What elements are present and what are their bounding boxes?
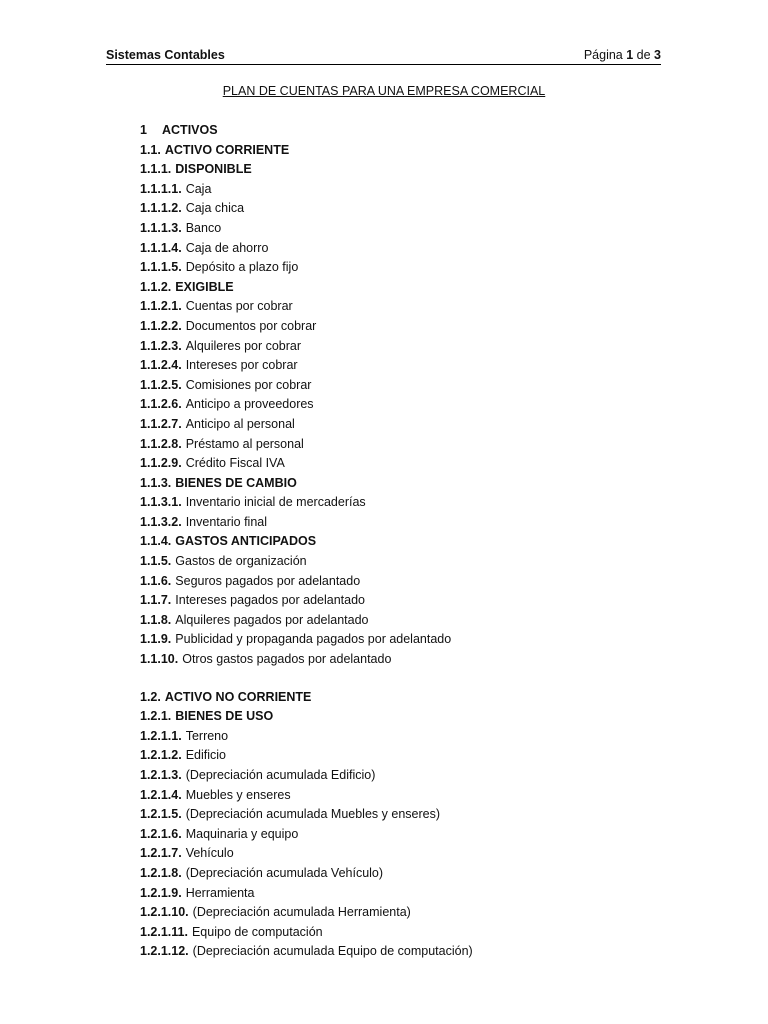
account-row xyxy=(140,611,700,631)
account-row xyxy=(140,805,700,825)
header-course-title: Sistemas Contables xyxy=(106,48,225,62)
account-code: 1.1.2.7. xyxy=(140,416,182,431)
account-name: (Depreciación acumulada Muebles y enseres) xyxy=(185,807,440,822)
account-name: Banco xyxy=(185,220,222,235)
account-row xyxy=(140,454,700,474)
page-number-mid: de xyxy=(633,48,655,62)
account-row xyxy=(140,923,700,943)
account-code: 1.2.1.9. xyxy=(140,885,182,900)
account-heading-row xyxy=(140,707,700,727)
account-code: 1.1.2.3. xyxy=(140,338,182,353)
account-name: Anticipo a proveedores xyxy=(185,397,314,412)
account-name: Crédito Fiscal IVA xyxy=(185,456,285,471)
account-row xyxy=(140,376,700,396)
account-row xyxy=(140,746,700,766)
account-code: 1.2. xyxy=(140,689,161,704)
account-heading-row xyxy=(140,474,700,494)
account-name: DISPONIBLE xyxy=(175,162,252,177)
account-code: 1.1.8. xyxy=(140,612,172,627)
account-row xyxy=(140,650,700,670)
account-name: Préstamo al personal xyxy=(185,436,304,451)
account-name: Herramienta xyxy=(185,885,255,900)
document-title-text: PLAN DE CUENTAS PARA UNA EMPRESA COMERCIAL xyxy=(222,84,546,98)
account-name: Caja de ahorro xyxy=(185,240,269,255)
account-row xyxy=(140,513,700,533)
account-code: 1.1.1. xyxy=(140,162,172,177)
account-name: GASTOS ANTICIPADOS xyxy=(175,534,317,549)
account-code: 1.1.3.2. xyxy=(140,514,182,529)
account-code: 1.1.1.5. xyxy=(140,260,182,275)
account-row xyxy=(140,199,700,219)
account-row xyxy=(140,591,700,611)
account-name: BIENES DE CAMBIO xyxy=(175,475,297,490)
account-heading-row xyxy=(140,160,700,180)
account-row xyxy=(140,219,700,239)
account-row xyxy=(140,356,700,376)
account-name: (Depreciación acumulada Equipo de computación) xyxy=(192,944,473,959)
page-number xyxy=(584,46,661,64)
account-name: Seguros pagados por adelantado xyxy=(175,573,361,588)
account-name: Publicidad y propaganda pagados por adelantado xyxy=(175,632,452,647)
account-row xyxy=(140,435,700,455)
account-name: Inventario final xyxy=(185,514,268,529)
account-name: Gastos de organización xyxy=(175,554,307,569)
account-row xyxy=(140,572,700,592)
account-outline xyxy=(140,121,700,962)
account-code: 1.1.2.8. xyxy=(140,436,182,451)
account-name: Muebles y enseres xyxy=(185,787,291,802)
account-heading-row xyxy=(140,278,700,298)
account-name: Terreno xyxy=(185,728,229,743)
account-code: 1.2.1.7. xyxy=(140,846,182,861)
page-header xyxy=(106,46,661,65)
page-number-total: 3 xyxy=(654,48,661,62)
account-code: 1.1.2.9. xyxy=(140,456,182,471)
account-code: 1.1. xyxy=(140,142,161,157)
account-code: 1.1.2.4. xyxy=(140,358,182,373)
account-code: 1.1.2. xyxy=(140,279,172,294)
page-number-current: 1 xyxy=(626,48,634,62)
account-code: 1.2.1.10. xyxy=(140,905,189,920)
account-row xyxy=(140,844,700,864)
account-row xyxy=(140,630,700,650)
account-name: ACTIVO CORRIENTE xyxy=(164,142,290,157)
account-row xyxy=(140,864,700,884)
account-name: Maquinaria y equipo xyxy=(185,826,299,841)
account-heading-row xyxy=(140,532,700,552)
account-code: 1.2.1. xyxy=(140,709,172,724)
account-row xyxy=(140,884,700,904)
account-code: 1.2.1.1. xyxy=(140,728,182,743)
account-heading-row xyxy=(140,141,700,161)
account-name: Intereses pagados por adelantado xyxy=(175,593,366,608)
account-code: 1.1.1.2. xyxy=(140,201,182,216)
account-code: 1.1.2.1. xyxy=(140,299,182,314)
account-code: 1.1.3.1. xyxy=(140,495,182,510)
account-row xyxy=(140,415,700,435)
account-name: Documentos por cobrar xyxy=(185,318,317,333)
account-name: Vehículo xyxy=(185,846,234,861)
account-row xyxy=(140,766,700,786)
account-name: (Depreciación acumulada Vehículo) xyxy=(185,865,384,880)
account-name: Inventario inicial de mercaderías xyxy=(185,495,366,510)
account-code: 1.2.1.2. xyxy=(140,748,182,763)
account-code: 1.1.10. xyxy=(140,652,179,667)
account-row xyxy=(140,727,700,747)
account-row xyxy=(140,180,700,200)
account-row xyxy=(140,942,700,962)
account-name: Alquileres pagados por adelantado xyxy=(175,612,369,627)
account-name: Caja chica xyxy=(185,201,245,216)
document-title xyxy=(0,82,768,100)
account-name: Edificio xyxy=(185,748,226,763)
account-heading-row xyxy=(140,121,700,141)
account-code: 1 xyxy=(140,123,147,137)
account-code: 1.1.9. xyxy=(140,632,172,647)
account-code: 1.2.1.3. xyxy=(140,768,182,782)
account-name: Equipo de computación xyxy=(191,924,323,939)
account-row xyxy=(140,297,700,317)
account-name: Otros gastos pagados por adelantado xyxy=(182,652,392,667)
account-heading-row xyxy=(140,688,700,708)
account-code: 1.2.1.6. xyxy=(140,826,182,841)
account-row xyxy=(140,786,700,806)
account-name: (Depreciación acumulada Herramienta) xyxy=(192,905,411,920)
account-row xyxy=(140,552,700,572)
section-spacer xyxy=(140,670,700,688)
account-code: 1.1.2.6. xyxy=(140,397,182,412)
account-code: 1.2.1.11. xyxy=(140,924,188,939)
account-name: ACTIVOS xyxy=(162,123,218,137)
account-row xyxy=(140,337,700,357)
account-name: Depósito a plazo fijo xyxy=(185,260,299,275)
account-code: 1.1.3. xyxy=(140,475,172,490)
account-name: Caja xyxy=(185,181,212,196)
account-name: Intereses por cobrar xyxy=(185,358,298,373)
account-code: 1.1.2.2. xyxy=(140,318,182,333)
account-name: Alquileres por cobrar xyxy=(185,338,302,353)
account-row xyxy=(140,825,700,845)
account-code: 1.2.1.5. xyxy=(140,807,182,822)
account-code: 1.1.1.1. xyxy=(140,181,182,196)
account-code: 1.1.1.3. xyxy=(140,220,182,235)
account-name: (Depreciación acumulada Edificio) xyxy=(185,768,376,782)
page-number-prefix: Página xyxy=(583,48,627,62)
account-row xyxy=(140,239,700,259)
account-name: ACTIVO NO CORRIENTE xyxy=(164,689,312,704)
account-code: 1.1.4. xyxy=(140,534,172,549)
account-name: BIENES DE USO xyxy=(175,709,274,724)
account-code: 1.1.2.5. xyxy=(140,377,182,392)
account-code: 1.1.1.4. xyxy=(140,240,182,255)
account-row xyxy=(140,317,700,337)
account-row xyxy=(140,903,700,923)
account-row xyxy=(140,493,700,513)
account-name: Cuentas por cobrar xyxy=(185,299,293,314)
account-code: 1.2.1.8. xyxy=(140,865,182,880)
account-code: 1.1.5. xyxy=(140,554,172,569)
account-name: EXIGIBLE xyxy=(175,279,234,294)
account-code: 1.1.7. xyxy=(140,593,172,608)
account-code: 1.2.1.12. xyxy=(140,944,189,959)
account-code: 1.2.1.4. xyxy=(140,787,182,802)
account-name: Anticipo al personal xyxy=(185,416,295,431)
account-code: 1.1.6. xyxy=(140,573,172,588)
account-name: Comisiones por cobrar xyxy=(185,377,312,392)
account-row xyxy=(140,395,700,415)
account-row xyxy=(140,258,700,278)
